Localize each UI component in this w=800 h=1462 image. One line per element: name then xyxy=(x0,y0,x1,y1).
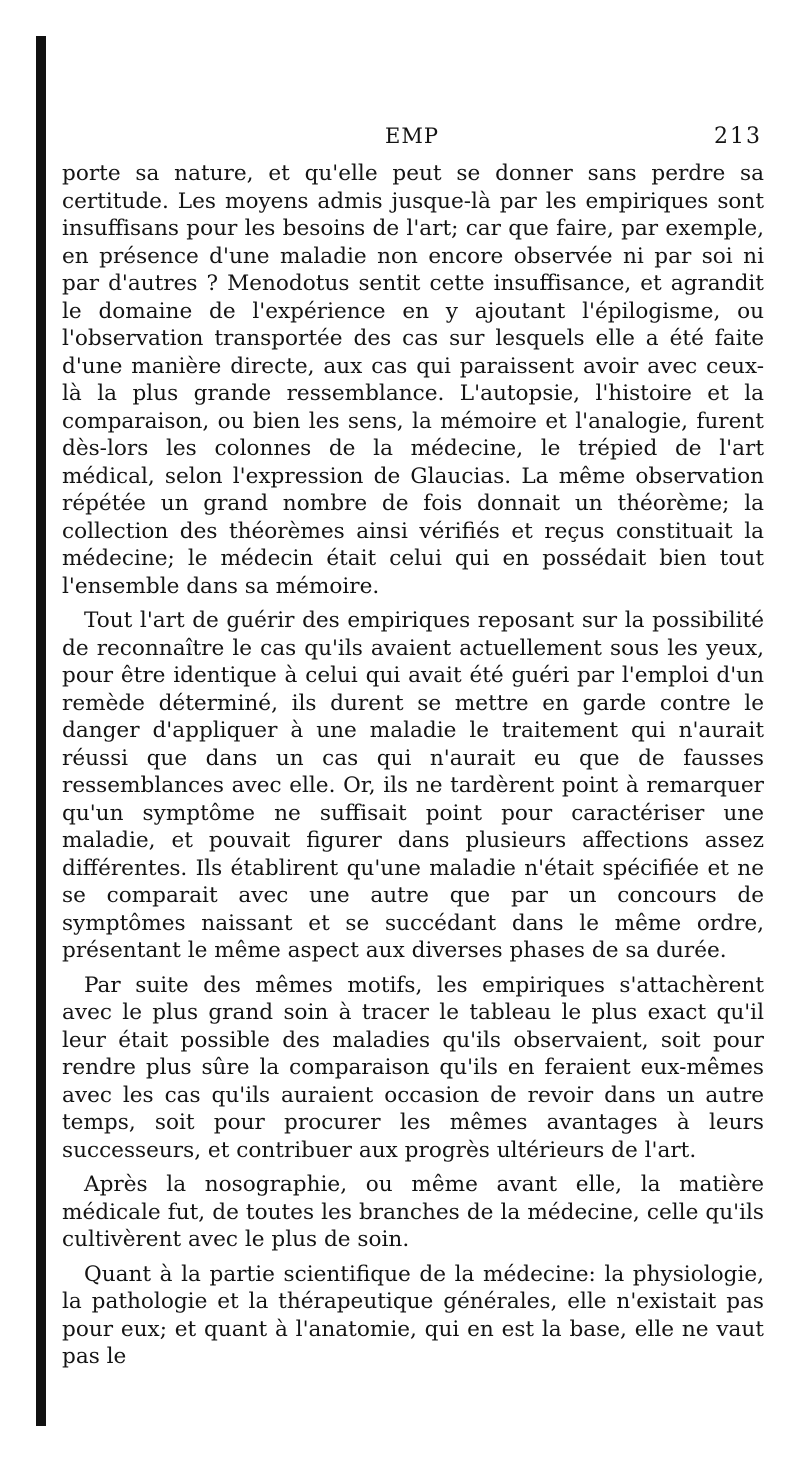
page-header xyxy=(62,124,762,154)
paragraph-2: Tout l'art de guérir des empiriques reposant sur la possibilité de reconnaître le cas qu'ils avaient actuellement sous les yeux, pour être identique à celui qui avait été guéri par l'emploi d'un remède déterminé, ils durent se mettre en garde contre le danger d'appliquer à une maladie le traitement qui n'aurait réussi que dans un cas qui n'aurait eu que de fausses ressemblances avec elle. Or, ils ne tardèrent point à remarquer qu'un symptôme ne suffisait point pour caractériser une maladie, et pouvait figurer dans plusieurs affections assez différentes. Ils établirent qu'une maladie n'était spécifiée et ne se comparait avec une autre que par un concours de symptômes naissant et se succédant dans le même ordre, présentant le même aspect aux diverses phases de sa durée. xyxy=(62,608,764,963)
paragraph-1: porte sa nature, et qu'elle peut se donner sans perdre sa certitude. Les moyens admis jusque-là par les empiriques sont insuffisans pour les besoins de l'art; car que faire, par exemple, en présence d'une maladie non encore observée ni par soi ni par d'autres ? Menodotus sentit cette insuffisance, et agrandit le domaine de l'expérience en y ajoutant l'épilogisme, ou l'observation transportée des cas sur lesquels elle a été faite d'une manière directe, aux cas qui paraissent avoir avec ceux-là la plus grande ressemblance. L'autopsie, l'histoire et la comparaison, ou bien les sens, la mémoire et l'analogie, furent dès-lors les colonnes de la médecine, le trépied de l'art médical, selon l'expression de Glaucias. La même observation répétée un grand nombre de fois donnait un théorème; la collection des théorèmes ainsi vérifiés et reçus constituait la médecine; le médecin était celui qui en possédait bien tout l'ensemble dans sa mémoire. xyxy=(62,161,764,599)
paragraph-3: Par suite des mêmes motifs, les empiriques s'attachèrent avec le plus grand soin à tracer le tableau le plus exact qu'il leur était possible des maladies qu'ils observaient, soit pour rendre plus sûre la comparaison qu'ils en feraient eux-mêmes avec les cas qu'ils auraient occasion de revoir dans un autre temps, soit pour procurer les mêmes avantages à leurs successeurs, et contribuer aux progrès ultérieurs de l'art. xyxy=(62,972,764,1163)
page-body xyxy=(62,160,764,1378)
page-number: 213 xyxy=(714,124,762,149)
paragraph-5: Quant à la partie scientifique de la médecine: la physiologie, la pathologie et la thérapeutique générales, elle n'existait pas pour eux; et quant à l'anatomie, qui en est la base, elle ne vaut pas le xyxy=(62,1261,764,1369)
binding-edge xyxy=(36,36,46,1426)
running-head: EMP xyxy=(385,124,439,148)
paragraph-4: Après la nosographie, ou même avant elle, la matière médicale fut, de toutes les branches de la médecine, celle qu'ils cultivèrent avec le plus de soin. xyxy=(62,1172,764,1252)
